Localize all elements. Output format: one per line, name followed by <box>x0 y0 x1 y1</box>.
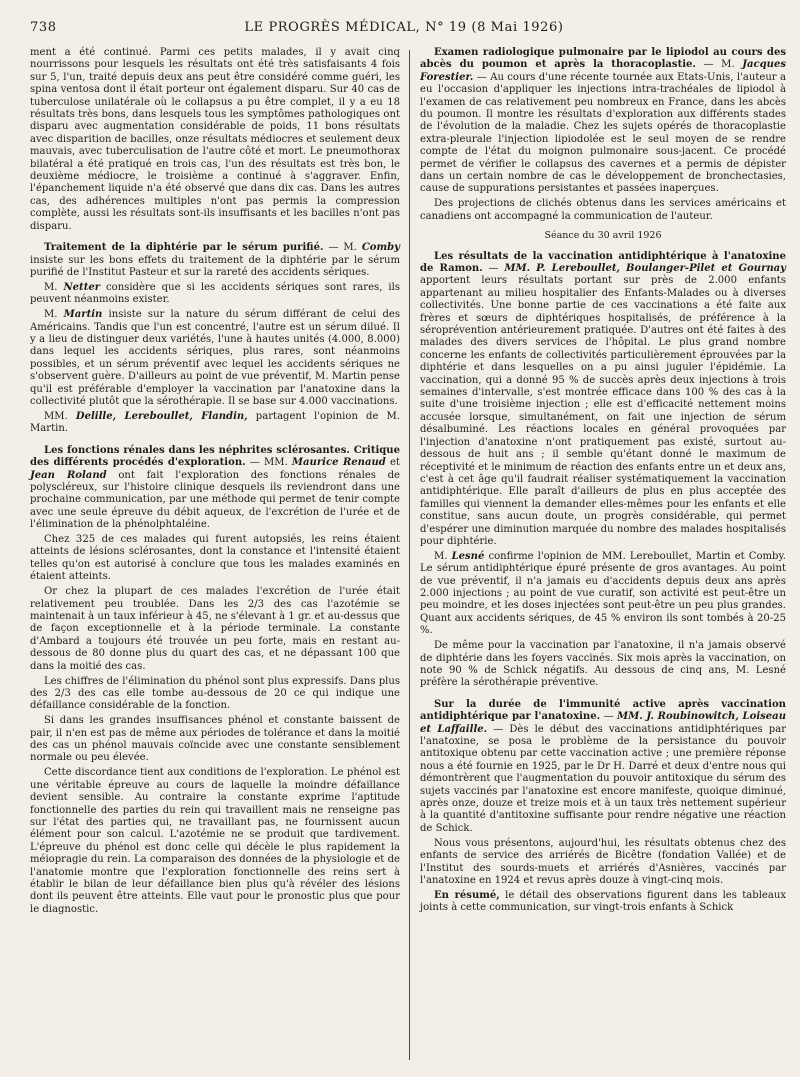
paragraph-immunity-duration: Sur la durée de l'immunité active après vaccination antidiphtérique par l'anatoxine. — MM. J. Roubinowitch, Loiseau et Laffaille. — Dès le début des vaccinations antidiphtériques par l'anatoxine, se posa le problème de la persistance du pouvoir antitoxique obtenu par cette vaccination active ; une première réponse nous a été fournie en 1925, par le Dr H. Darré et deux d'entre nous qui démontrèrent que l'augmentation du pouvoir antitoxique du sérum des sujets vaccinés par l'anatoxine est encore manifeste, quoique diminué, après onze, douze et treize mois et à un taux très nettement supérieur à la quantité d'antitoxine suffisante pour rendre négative une réaction de Schick. <box>420 698 787 834</box>
paragraph-martin: M. Martin insiste sur la nature du sérum différant de celui des Américains. Tandis que l'un est concentré, l'autre est un sérum dilué. Il y a lieu de distinguer deux variétés, l'une à hautes unités (4.000, 8.000) dans lequel les accidents sériques, plus rares, sont néanmoins possibles, et un sérum préventif avec lequel les accidents sériques ne s'observent guère. D'ailleurs au point de vue préventif, M. Martin pense qu'il est préférable d'employer la vaccination par l'anatoxine dans la collectivité plutôt que la sérothérapie. Il se base sur 4.000 vaccinations. <box>30 309 400 407</box>
author-netter: Netter <box>63 281 101 293</box>
author-forestier: Jacques Forestier. <box>420 59 787 83</box>
right-column <box>420 47 786 917</box>
author-martin: Martin <box>63 309 103 321</box>
paragraph-summary: En résumé, le détail des observations figurent dans les tableaux joints à cette communication, sur vingt-trois enfants à Schick <box>420 889 786 914</box>
paragraph-diphtheria-serum: Traitement de la diphtérie par le sérum purifié. — M. Comby insiste sur les bons effets du traitement de la diphtérie par le sérum purifié de l'Institut Pasteur et sur la rareté des accidents sériques. <box>30 242 401 278</box>
section-title-diphtheria: Traitement de la diphtérie par le sérum purifié. <box>44 242 324 254</box>
page-header <box>30 20 778 42</box>
section-title-vaccination: Les résultats de la vaccination antidiphtérique à l'anatoxine de Ramon. <box>420 250 786 274</box>
paragraph-radiology-lipiodol: Examen radiologique pulmonaire par le lipiodol au cours des abcès du poumon et après la thoracoplastie. — M. Jacques Forestier. — Au cours d'une récente tournée aux Etats-Unis, l'auteur a eu l'occasion d'appliquer les injections intra-trachéales de lipiodol à l'examen de cas relativement peu nombreux en France, dans les abcès du poumon. Il montre les résultats d'exploration aux différents stades de l'évolution de la maladie. Chez les sujets opérés de thoracoplastie extra-pleurale l'injection lipiodolée est le seul moyen de se rendre compte de l'état du moignon pulmonaire sous-jacent. Ce procédé permet de vérifier le collapsus des cavernes et a permis de dépister dans un certain nombre de cas le développement de bronchectasies, cause de suppurations persistantes et passées inaperçues. <box>420 47 787 195</box>
paragraph-renal-functions: Les fonctions rénales dans les néphrites sclérosantes. Critique des différents procédés d'exploration. — MM. Maurice Renaud et Jean Roland ont fait l'exploration des fonctions rénales de polyscléreux, sur l'histoire clinique desquels ils reviendront dans une prochaine communication, par une méthode qui permet de tenir compte avec une seule épreuve du débit aqueux, de l'excrétion de l'urée et de l'élimination de la phénolphtaléine. <box>30 444 400 531</box>
paragraph-netter: M. Netter considère que si les accidents sériques sont rares, ils peuvent néanmoins exister. <box>30 281 400 306</box>
author-comby: Comby <box>361 242 401 254</box>
section-title-renal: Les fonctions rénales dans les néphrites sclérosantes. Critique des différents procédés d'exploration. <box>30 444 400 469</box>
paragraph-phenol-figures: Les chiffres de l'élimination du phénol sont plus expressifs. Dans plus des 2/3 des cas elle tombe au-dessous de 20 ce qui indique une défaillance considérable de la fonction. <box>30 675 400 712</box>
session-date-heading: Séance du 30 avril 1926 <box>544 230 662 242</box>
author-lesne: Lesné <box>451 550 485 562</box>
paragraph-325-patients: Chez 325 de ces malades qui furent autopsiés, les reins étaient atteints de lésions sclérosantes, dont la constance et l'intensité étaient telles qu'on est autorisé à conclure que tous les malades examinés en étaient atteints. <box>30 534 400 583</box>
authors-roubinowitch-loiseau-laffaille: MM. J. Roubinowitch, Loiseau et Laffaille. <box>420 711 786 735</box>
section-title-immunity: Sur la durée de l'immunité active après vaccination antidiphtérique par l'anatoxine. <box>420 698 786 723</box>
paragraph-anatoxine-schick: De même pour la vaccination par l'anatoxine, il n'a jamais observé de diphtérie dans les foyers vaccinés. Six mois après la vaccination, on note 90 % de Schick négatifs. Au dessous de cinq ans, M. Lesné préfère la sérothérapie préventive. <box>420 640 786 689</box>
paragraph-delille: MM. Delille, Lereboullet, Flandin, partagent l'opinion de M. Martin. <box>30 410 400 435</box>
left-column <box>30 47 400 919</box>
summary-lead: En résumé, <box>434 889 500 901</box>
page-number: 738 <box>30 20 57 35</box>
paragraph-presentation: Nous vous présentons, aujourd'hui, les résultats obtenus chez des enfants de service des arriérés de Bicêtre (fondation Vallée) et de l'Institut des sourds-muets et arriérés d'Asnières, vaccinés par l'anatoxine en 1924 et revus après douze à vingt-cinq mois. <box>420 837 786 886</box>
paragraph-lesne: M. Lesné confirme l'opinion de MM. Lereboullet, Martin et Comby. Le sérum antidiphtérique épuré présente de gros avantages. Au point de vue préventif, il n'a jamais eu d'accidents depuis deux ans après 2.000 injections ; au point de vue curatif, son activité est peut-être un peu moindre, et les doses injectées sont peut-être un peu plus grandes. Quant aux accidents sériques, de 45 % environ ils sont tombés à 20-25 %. <box>420 550 786 637</box>
paragraph-pneumothorax-results: ment a été continué. Parmi ces petits malades, il y avait cinq nourrissons pour lesquels les résultats ont été très satisfaisants 4 fois sur 5, l'un, traité depuis deux ans peut être considéré comme guéri, les spina ventosa dont il était porteur ont également disparu. Sur 40 cas de tuberculose unilatérale où le collapsus a pu être complet, il y a eu 18 résultats très bons, dans lesquels tous les symptômes pathologiques ont disparu avec augmentation considérable de poids, 11 bons résultats avec disparition de bacilles, onze résultats médiocres et seulement deux mauvais, avec tuberculisation de l'autre côté et mort. Le pneumothorax bilatéral a été pratiqué en trois cas, l'un des résultats est très bon, le deuxième médiocre, le troisième a continué à s'aggraver. Enfin, l'épanchement liquide n'a été observé que dans dix cas. Dans les autres cas, des adhérences multiples n'ont pas permis la compression complète, aussi les résultats sont-ils insuffisants et les bacilles n'ont pas disparu. <box>30 47 400 232</box>
paragraph-uree-excretion: Or chez la plupart de ces malades l'excrétion de l'urée était relativement peu troublée. Dans les 2/3 des cas l'azotémie se maintenait à un taux inférieur à 45, ne s'élevant à 1 gr. et au-dessus que de façon exceptionnelle et à la période terminale. La constante d'Ambard a toujours été trouvée un peu forte, mais en restant au-dessous de 80 donne plus du quart des cas, et ne dépassant 100 que dans la moitié des cas. <box>30 586 400 672</box>
authors-delille-lereboullet-flandin: Delille, Lereboullet, Flandin, <box>75 410 248 422</box>
paragraph-vaccination-results: Les résultats de la vaccination antidiphtérique à l'anatoxine de Ramon. — MM. P. Lereboullet, Boulanger-Pilet et Gournay apportent leurs résultats portant sur près de 2.000 enfants appartenant au milieu hospitalier des Enfants-Malades ou à diverses collectivités. Une bonne partie de ces vaccinations a été faite aux frères et sœurs de diphtériques hospitalisés, de préférence à la séroprévention antérieurement pratiquée. D'autres ont été faites à des malades des divers services de l'hôpital. Le plus grand nombre concerne les enfants de collectivités particulièrement éprouvées par la diphtérie et dans lesquelles on a pu ainsi juguler l'épidémie. La vaccination, qui a donné 95 % de succès après deux injections à trois semaines d'intervalle, s'est montrée efficace dans 100 % des cas à la suite d'une troisième injection ; elle est d'efficacité nettement moins accusée lorsque, simultanément, on fait une injection de sérum désalbuminé. Les réactions locales en général provoquées par l'injection d'anatoxine n'ont pratiquement pas existé, surtout au-dessous de huit ans ; il semble qu'étant donné le maximum de réceptivité et le minimum de réaction des enfants entre un et deux ans, c'est à cet âge qu'il faudrait réaliser systématiquement la vaccination antidiphtérique. Elle paraît d'ailleurs de plus en plus acceptée des familles qui viennent la demander elles-mêmes pour les enfants et elle constitue, sans aucun doute, un progrès considérable, qui permet d'espérer une diminution marquée du nombre des malades hospitalisés pour diphtérie. <box>420 250 787 547</box>
author-renaud: Maurice Renaud <box>291 457 386 469</box>
paragraph-insufficiency: Si dans les grandes insuffisances phénol et constante baissent de pair, il n'en est pas de même aux périodes de tolérance et dans la moitié des cas un phénol mauvais coïncide avec une constante sensiblement normale ou peu élevée. <box>30 715 400 764</box>
paragraph-projections: Des projections de clichés obtenus dans les services américains et canadiens ont accompagné la communication de l'auteur. <box>420 198 786 222</box>
column-divider <box>409 50 410 1060</box>
authors-lereboullet-boulanger-gournay: MM. P. Lereboullet, Boulanger-Pilet et Gournay <box>504 263 787 274</box>
paragraph-discordance: Cette discordance tient aux conditions de l'exploration. Le phénol est une véritable épreuve au cours de laquelle la moindre défaillance devient sensible. Au contraire la constante exprime l'aptitude fonctionnelle des parties du rein qui travaillent mais ne renseigne pas sur l'état des parties qui, ne travaillant pas, ne fournissent aucun élément pour son calcul. L'azotémie ne se produit que tardivement. L'épreuve du phénol est donc celle qui décèle le plus rapidement la méiopragie du rein. La comparaison des données de la physiologie et de l'anatomie montre que l'exploration fonctionnelle des reins sert à établir le bilan de leur défaillance bien plus qu'à révéler des lésions dont ils peuvent être atteints. Elle vaut pour le pronostic plus que pour le diagnostic. <box>30 767 400 915</box>
section-title-radiology: Examen radiologique pulmonaire par le lipiodol au cours des abcès du poumon et après la thoracoplastie. <box>420 47 786 71</box>
running-title: LE PROGRÈS MÉDICAL, N° 19 (8 Mai 1926) <box>244 20 564 35</box>
author-roland: Jean Roland <box>30 469 107 481</box>
